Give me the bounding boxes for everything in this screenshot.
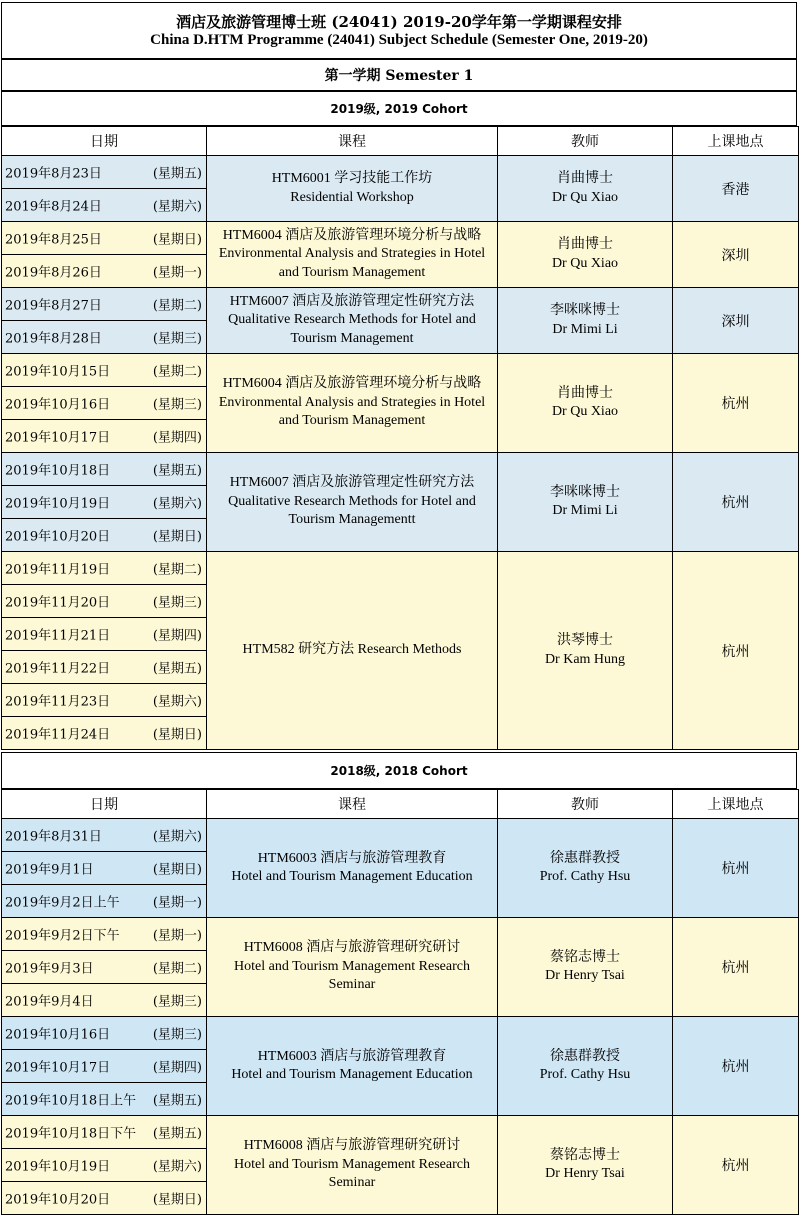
col-header-date: 日期 xyxy=(2,790,207,819)
date-text: 2019年9月1日 xyxy=(5,862,94,878)
date-text: 2019年10月20日 xyxy=(5,1192,111,1208)
date-cell xyxy=(2,885,207,918)
teacher-line: Dr Mimi Li xyxy=(552,321,618,337)
weekday-text: (星期六) xyxy=(152,1159,202,1175)
date-text: 2019年10月20日 xyxy=(5,529,111,545)
course-cell xyxy=(207,288,498,354)
course-line: Qualitative Research Methods for Hotel and xyxy=(228,312,476,328)
place-cell: 杭州 xyxy=(673,918,799,1017)
course-line: HTM6008 酒店与旅游管理研究研讨 xyxy=(243,1138,461,1154)
col-header-teacher: 教师 xyxy=(498,127,673,156)
date-cell xyxy=(2,819,207,852)
date-cell xyxy=(2,1149,207,1182)
date-text: 2019年10月16日 xyxy=(5,397,111,413)
date-text: 2019年8月27日 xyxy=(5,298,102,314)
teacher-line: 李咪咪博士 xyxy=(550,484,620,500)
course-line: Hotel and Tourism Management Education xyxy=(231,1067,473,1082)
teacher-line: Dr Qu Xiao xyxy=(551,189,619,205)
date-text: 2019年8月28日 xyxy=(5,331,102,347)
col-header-place: 上课地点 xyxy=(673,127,799,156)
date-text: 2019年10月18日 xyxy=(5,463,111,479)
col-header-place: 上课地点 xyxy=(673,790,799,819)
date-text: 2019年11月21日 xyxy=(5,628,111,644)
weekday-text: (星期二) xyxy=(152,364,202,380)
teacher-line: Dr Mimi Li xyxy=(552,503,618,518)
weekday-text: (星期三) xyxy=(152,1027,202,1043)
weekday-text: (星期一) xyxy=(152,265,202,281)
course-line: Qualitative Research Methods for Hotel and xyxy=(228,493,476,509)
weekday-text: (星期五) xyxy=(152,166,202,182)
schedule-table-2019 xyxy=(1,126,799,750)
weekday-text: (星期六) xyxy=(152,829,202,845)
course-line: Hotel and Tourism Management Education xyxy=(231,869,473,884)
date-cell xyxy=(2,1116,207,1149)
course-cell xyxy=(207,1116,498,1215)
course-line: HTM6007 酒店及旅游管理定性研究方法 xyxy=(229,475,475,491)
weekday-text: (星期四) xyxy=(152,430,202,446)
title-chinese: 酒店及旅游管理博士班 (24041) 2019-20学年第一学期课程安排 xyxy=(176,13,622,31)
weekday-text: (星期日) xyxy=(152,529,202,545)
weekday-text: (星期一) xyxy=(152,895,202,911)
teacher-line: 洪琴博士 xyxy=(557,633,613,648)
title-english: China D.HTM Programme (24041) Subject Schedule (Semester One, 2019-20) xyxy=(150,32,648,48)
course-cell xyxy=(207,552,498,750)
teacher-cell xyxy=(498,222,673,288)
date-text: 2019年10月19日 xyxy=(5,496,111,512)
teacher-cell xyxy=(498,552,673,750)
course-line: Tourism Management xyxy=(290,330,414,346)
course-line: and Tourism Management xyxy=(278,264,426,280)
date-cell xyxy=(2,684,207,717)
semester-heading: 第一学期 Semester 1 xyxy=(1,59,797,91)
schedule-row xyxy=(2,1017,799,1050)
teacher-line: 徐惠群教授 xyxy=(550,850,620,866)
schedule-row xyxy=(2,288,799,321)
schedule-row xyxy=(2,354,799,387)
weekday-text: (星期日) xyxy=(152,862,202,878)
teacher-line: Dr Kam Hung xyxy=(544,651,626,667)
course-line: HTM6008 酒店与旅游管理研究研讨 xyxy=(243,940,461,956)
date-text: 2019年10月17日 xyxy=(5,1060,111,1076)
col-header-teacher: 教师 xyxy=(498,790,673,819)
course-line: Environmental Analysis and Strategies in Hotel xyxy=(218,394,486,410)
teacher-line: Dr Henry Tsai xyxy=(545,968,625,983)
weekday-text: (星期三) xyxy=(152,595,202,611)
course-line: Hotel and Tourism Management Research xyxy=(234,1156,470,1172)
weekday-text: (星期三) xyxy=(152,397,202,413)
date-text: 2019年8月23日 xyxy=(5,166,102,182)
weekday-text: (星期六) xyxy=(152,694,202,710)
date-cell xyxy=(2,453,207,486)
weekday-text: (星期五) xyxy=(152,463,202,479)
teacher-cell xyxy=(498,918,673,1017)
date-cell xyxy=(2,354,207,387)
teacher-cell xyxy=(498,819,673,918)
date-text: 2019年8月31日 xyxy=(5,829,102,845)
schedule-row xyxy=(2,819,799,852)
course-line: HTM6001 学习技能工作坊 xyxy=(271,171,433,186)
date-cell xyxy=(2,618,207,651)
teacher-cell xyxy=(498,1116,673,1215)
course-line: HTM6007 酒店及旅游管理定性研究方法 xyxy=(229,293,475,309)
date-cell xyxy=(2,156,207,189)
place-cell: 杭州 xyxy=(673,819,799,918)
teacher-line: Dr Henry Tsai xyxy=(545,1166,625,1181)
date-cell xyxy=(2,852,207,885)
date-text: 2019年11月20日 xyxy=(5,595,111,611)
weekday-text: (星期三) xyxy=(152,331,202,347)
date-text: 2019年9月4日 xyxy=(5,994,94,1010)
weekday-text: (星期四) xyxy=(152,1060,202,1076)
weekday-text: (星期四) xyxy=(152,628,202,644)
course-line: and Tourism Management xyxy=(278,413,426,429)
date-cell xyxy=(2,585,207,618)
date-cell xyxy=(2,222,207,255)
course-cell xyxy=(207,819,498,918)
course-line: HTM582 研究方法 Research Methods xyxy=(242,642,462,658)
date-text: 2019年9月3日 xyxy=(5,961,94,977)
date-cell xyxy=(2,486,207,519)
schedule-row xyxy=(2,222,799,255)
schedule-row xyxy=(2,918,799,951)
course-line: Seminar xyxy=(328,1175,376,1191)
teacher-cell xyxy=(498,1017,673,1116)
teacher-line: Prof. Cathy Hsu xyxy=(539,869,631,884)
weekday-text: (星期日) xyxy=(152,727,202,743)
date-cell xyxy=(2,189,207,222)
schedule-table-2018 xyxy=(1,789,799,1215)
date-text: 2019年8月25日 xyxy=(5,232,102,248)
teacher-line: Prof. Cathy Hsu xyxy=(539,1067,631,1082)
col-header-course: 课程 xyxy=(207,127,498,156)
place-cell: 杭州 xyxy=(673,1017,799,1116)
weekday-text: (星期二) xyxy=(152,562,202,578)
date-text: 2019年8月24日 xyxy=(5,199,102,215)
teacher-line: 李咪咪博士 xyxy=(550,303,620,318)
teacher-line: Dr Qu Xiao xyxy=(551,255,619,271)
date-cell xyxy=(2,1083,207,1116)
date-cell xyxy=(2,717,207,750)
teacher-line: 肖曲博士 xyxy=(557,385,613,401)
course-cell xyxy=(207,453,498,552)
weekday-text: (星期六) xyxy=(152,496,202,512)
date-cell xyxy=(2,1017,207,1050)
weekday-text: (星期二) xyxy=(152,298,202,314)
weekday-text: (星期日) xyxy=(152,232,202,248)
teacher-line: 肖曲博士 xyxy=(557,171,613,186)
course-cell xyxy=(207,1017,498,1116)
date-text: 2019年10月16日 xyxy=(5,1027,111,1043)
teacher-cell xyxy=(498,288,673,354)
course-line: Tourism Managementt xyxy=(288,512,416,528)
course-line: Residential Workshop xyxy=(290,189,414,205)
col-header-course: 课程 xyxy=(207,790,498,819)
date-text: 2019年11月23日 xyxy=(5,694,111,710)
date-cell xyxy=(2,1050,207,1083)
place-cell: 杭州 xyxy=(673,453,799,552)
course-line: Hotel and Tourism Management Research xyxy=(234,958,470,974)
teacher-line: 肖曲博士 xyxy=(557,237,613,252)
weekday-text: (星期日) xyxy=(152,1192,202,1208)
date-cell xyxy=(2,387,207,420)
date-cell xyxy=(2,321,207,354)
place-cell: 香港 xyxy=(673,156,799,222)
schedule-row xyxy=(2,156,799,189)
date-text: 2019年9月2日下午 xyxy=(5,928,120,944)
course-cell xyxy=(207,156,498,222)
date-cell xyxy=(2,519,207,552)
teacher-line: 徐惠群教授 xyxy=(550,1048,620,1064)
place-cell: 杭州 xyxy=(673,1116,799,1215)
course-line: HTM6004 酒店及旅游管理环境分析与战略 xyxy=(222,376,482,392)
date-cell xyxy=(2,255,207,288)
weekday-text: (星期二) xyxy=(152,961,202,977)
course-line: Environmental Analysis and Strategies in Hotel xyxy=(218,246,486,262)
date-cell xyxy=(2,420,207,453)
teacher-cell xyxy=(498,156,673,222)
date-cell xyxy=(2,288,207,321)
date-text: 2019年10月18日上午 xyxy=(5,1093,137,1109)
place-cell: 杭州 xyxy=(673,552,799,750)
date-text: 2019年10月17日 xyxy=(5,430,111,446)
teacher-cell xyxy=(498,453,673,552)
date-cell xyxy=(2,984,207,1017)
date-cell xyxy=(2,651,207,684)
course-cell xyxy=(207,222,498,288)
course-line: HTM6004 酒店及旅游管理环境分析与战略 xyxy=(222,227,482,243)
schedule-row xyxy=(2,1116,799,1149)
col-header-date: 日期 xyxy=(2,127,207,156)
date-cell xyxy=(2,951,207,984)
schedule-row xyxy=(2,453,799,486)
date-text: 2019年11月22日 xyxy=(5,661,111,677)
teacher-cell xyxy=(498,354,673,453)
date-text: 2019年9月2日上午 xyxy=(5,895,120,911)
teacher-line: Dr Qu Xiao xyxy=(551,404,619,419)
document-title xyxy=(1,2,797,59)
date-cell xyxy=(2,1182,207,1215)
weekday-text: (星期六) xyxy=(152,199,202,215)
date-text: 2019年11月19日 xyxy=(5,562,111,578)
place-cell: 杭州 xyxy=(673,354,799,453)
schedule-row xyxy=(2,552,799,585)
teacher-line: 蔡铭志博士 xyxy=(550,949,620,965)
course-line: Seminar xyxy=(328,977,376,993)
weekday-text: (星期五) xyxy=(152,1126,202,1142)
place-cell: 深圳 xyxy=(673,222,799,288)
date-cell xyxy=(2,918,207,951)
weekday-text: (星期一) xyxy=(152,928,202,944)
weekday-text: (星期五) xyxy=(152,1093,202,1109)
date-text: 2019年8月26日 xyxy=(5,265,102,281)
course-line: HTM6003 酒店与旅游管理教育 xyxy=(257,1048,447,1064)
date-text: 2019年10月15日 xyxy=(5,364,111,380)
date-text: 2019年10月19日 xyxy=(5,1159,111,1175)
date-text: 2019年11月24日 xyxy=(5,727,111,743)
course-line: HTM6003 酒店与旅游管理教育 xyxy=(257,850,447,866)
weekday-text: (星期三) xyxy=(152,994,202,1010)
date-cell xyxy=(2,552,207,585)
cohort-heading-2019: 2019级, 2019 Cohort xyxy=(1,91,797,126)
teacher-line: 蔡铭志博士 xyxy=(550,1147,620,1163)
cohort-heading-2018: 2018级, 2018 Cohort xyxy=(1,752,797,789)
place-cell: 深圳 xyxy=(673,288,799,354)
course-cell xyxy=(207,354,498,453)
weekday-text: (星期五) xyxy=(152,661,202,677)
course-cell xyxy=(207,918,498,1017)
date-text: 2019年10月18日下午 xyxy=(5,1126,137,1142)
